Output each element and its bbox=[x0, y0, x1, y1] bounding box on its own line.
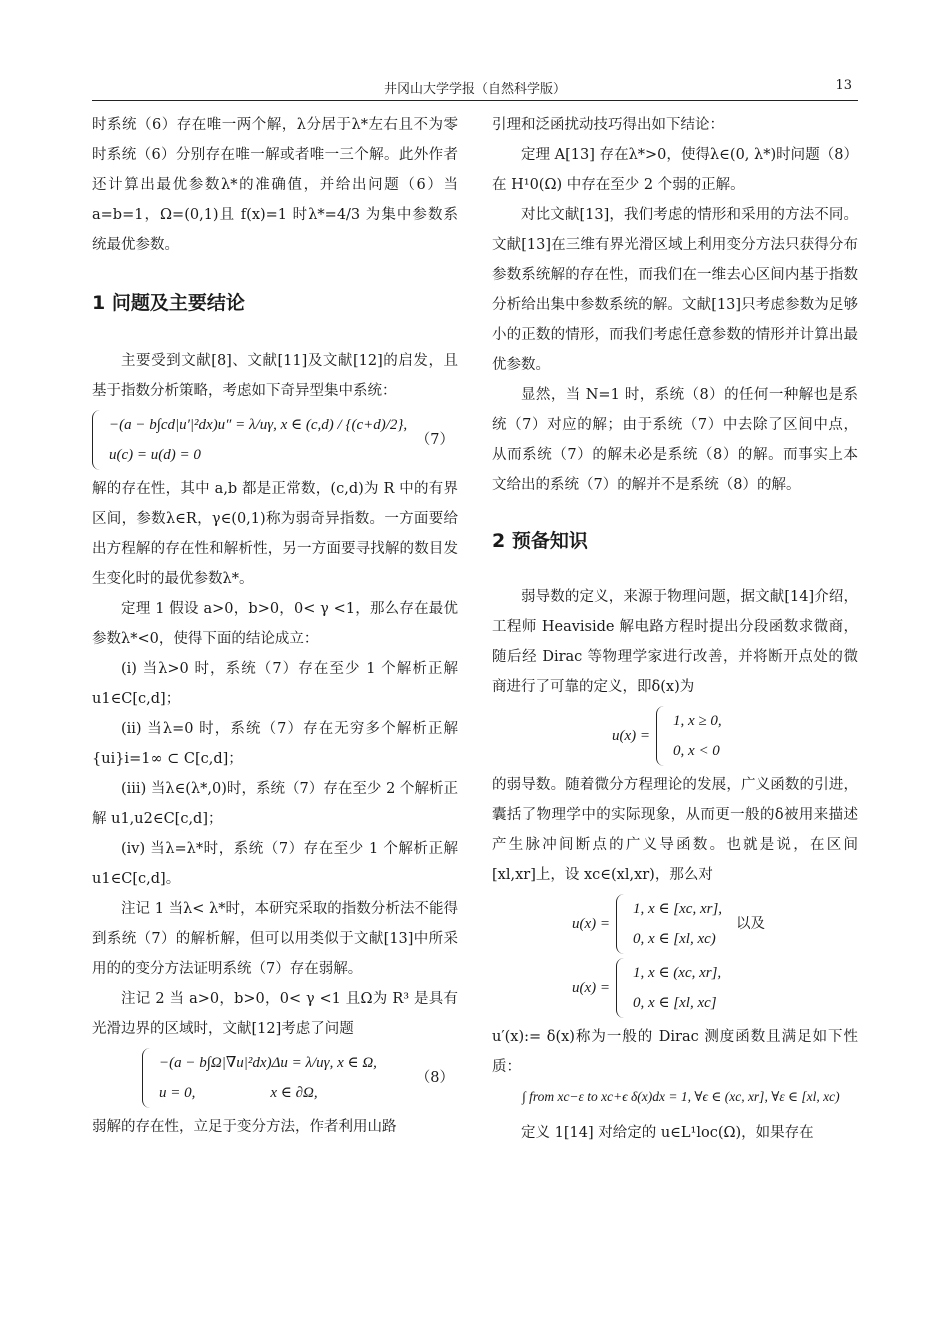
section-2-heading: 2 预备知识 bbox=[492, 530, 588, 552]
heaviside-lhs: u(x) = bbox=[612, 728, 651, 744]
step-function-1-brace bbox=[616, 894, 627, 954]
remark-1: 注记 1 当λ< λ*时，本研究采取的指数分析法不能得到系统（7）的解析解，但可以用类似于文献[13]中所采用的的变分方法证明系统（7）存在弱解。 bbox=[92, 901, 458, 977]
step-function-2-lhs: u(x) = bbox=[572, 980, 611, 996]
step-function-1-case-1: 1, x ∈ [xc, xr], bbox=[633, 901, 723, 917]
theorem-1: 定理 1 假设 a>0，b>0，0< γ <1，那么存在最优参数λ*<0，使得下面的结论成立： bbox=[92, 601, 458, 647]
heaviside-equation bbox=[612, 706, 858, 766]
step-function-2-case-1: 1, x ∈ (xc, xr], bbox=[633, 965, 722, 981]
heaviside-case-2: 0, x < 0 bbox=[673, 743, 720, 759]
obvious-paragraph: 显然，当 N=1 时，系统（8）的任何一种解也是系统（7）对应的解；由于系统（7）中去除了区间中点，从而系统（7）的解未必是系统（8）的解。而事实上本文给出的系统（7）的解并不是系统（8）的解。 bbox=[492, 387, 858, 493]
section-1-heading: 1 问题及主要结论 bbox=[92, 292, 245, 314]
motivation-paragraph: 主要受到文献[8]、文献[11]及文献[12]的启发，且基于指数分析策略，考虑如下奇异型集中系统： bbox=[92, 353, 458, 399]
dirac-definition-paragraph: u′(x):= δ(x)称为一般的 Dirac 测度函数且满足如下性质： bbox=[492, 1029, 858, 1075]
comparison-paragraph: 对比文献[13]，我们考虑的情形和采用的方法不同。文献[13]在三维有界光滑区域上利用变分方法只获得分布参数系统解的存在性，而我们在一维去心区间内基于指数分析给出集中参数系统的解。文献[13]只考虑参数为足够小的正数的情形，而我们考虑任意参数的情形并计算出最优参数。 bbox=[492, 207, 858, 373]
dirac-integral: ∫ from xc−ε to xc+ϵ δ(x)dx = 1, ∀ϵ ∈ (xc, xr], ∀ε ∈ [xl, xc) bbox=[522, 1089, 840, 1104]
right-column bbox=[492, 110, 858, 1148]
step-function-1-case-2: 0, x ∈ [xl, xc) bbox=[633, 931, 716, 947]
dirac-intro-paragraph: 的弱导数。随着微分方程理论的发展，广义函数的引进，囊括了物理学中的实际现象，从而更一般的δ被用来描述产生脉冲间断点的广义导函数。也就是说，在区间 [xl,xr]上，设 xc∈(xl,xr)，那么对 bbox=[492, 777, 858, 883]
theorem-1-item-iv: (iv) 当λ=λ*时，系统（7）存在至少 1 个解析正解 u1∈C[c,d]。 bbox=[92, 841, 458, 887]
equation-7 bbox=[92, 410, 458, 470]
step-function-1 bbox=[572, 894, 858, 954]
remark-2: 注记 2 当 a>0，b>0，0< γ <1 且Ω为 R³ 是具有光滑边界的区域时，文献[12]考虑了问题 bbox=[92, 991, 458, 1037]
theorem-1-item-i: (i) 当λ>0 时，系统（7）存在至少 1 个解析正解 u1∈C[c,d]； bbox=[92, 661, 458, 707]
left-column bbox=[92, 110, 458, 1142]
page-number: 13 bbox=[835, 78, 852, 93]
theorem-1-item-iii: (iii) 当λ∈(λ*,0)时，系统（7）存在至少 2 个解析正解 u1,u2∈C[c,d]； bbox=[92, 781, 458, 827]
heaviside-brace bbox=[656, 706, 667, 766]
equation-7-brace bbox=[92, 410, 103, 470]
page-header bbox=[92, 76, 858, 101]
equation-8-line-2: u = 0, x ∈ ∂Ω, bbox=[159, 1085, 318, 1101]
heaviside-case-1: 1, x ≥ 0, bbox=[673, 713, 722, 729]
step-function-2-case-2: 0, x ∈ [xl, xc] bbox=[633, 995, 717, 1011]
equation-8-brace bbox=[142, 1048, 153, 1108]
equation-7-number: （7） bbox=[415, 432, 454, 448]
journal-title: 井冈山大学学报（自然科学版） bbox=[383, 82, 566, 97]
equation-7-line-1: −(a − b∫cd|u′|²dx)u″ = λ/uγ, x ∈ (c,d) / {(c+d)/2}, bbox=[109, 417, 408, 433]
equation-7-line-2: u(c) = u(d) = 0 bbox=[109, 447, 201, 463]
equation-8-line-1: −(a − b∫Ω|∇u|²dx)Δu = λ/uγ, x ∈ Ω, bbox=[159, 1055, 377, 1071]
intro-paragraph: 时系统（6）存在唯一两个解，λ分居于λ*左右且不为零时系统（6）分别存在唯一解或者唯一三个解。此外作者还计算出最优参数λ*的准确值，并给出问题（6）当 a=b=1，Ω=(0,1)且 f(x)=1 时λ*=4/3 为集中参数系统最优参数。 bbox=[92, 117, 458, 253]
theorem-1-item-ii: (ii) 当λ=0 时，系统（7）存在无穷多个解析正解 {ui}i=1∞ ⊂ C[c,d]； bbox=[92, 721, 458, 767]
equation-8 bbox=[142, 1048, 458, 1108]
and-connector: 以及 bbox=[736, 916, 766, 932]
theorem-a: 定理 A[13] 存在λ*>0，使得λ∈(0, λ*)时问题（8）在 H¹0(Ω) 中存在至少 2 个弱的正解。 bbox=[492, 147, 858, 193]
step-function-1-lhs: u(x) = bbox=[572, 916, 611, 932]
definition-1: 定义 1[14] 对给定的 u∈L¹loc(Ω)，如果存在 bbox=[521, 1125, 814, 1141]
equation-8-number: （8） bbox=[415, 1070, 454, 1086]
step-function-2 bbox=[572, 958, 858, 1018]
step-function-2-brace bbox=[616, 958, 627, 1018]
continuation-paragraph: 引理和泛函扰动技巧得出如下结论： bbox=[492, 117, 724, 133]
left-tail-paragraph: 弱解的存在性，立足于变分方法，作者利用山路 bbox=[92, 1119, 397, 1135]
weak-derivative-paragraph: 弱导数的定义，来源于物理问题，据文献[14]介绍，工程师 Heaviside 解电路方程时提出分段函数求微商，随后经 Dirac 等物理学家进行改善，并将断开点处的微商进行了可靠的定义，即δ(x)为 bbox=[492, 589, 858, 695]
existence-paragraph: 解的存在性，其中 a,b 都是正常数，(c,d)为 R 中的有界区间，参数λ∈R，γ∈(0,1)称为弱奇异指数。一方面要给出方程解的存在性和解析性，另一方面要寻找解的数目发生变化时的最优参数λ*。 bbox=[92, 481, 458, 587]
